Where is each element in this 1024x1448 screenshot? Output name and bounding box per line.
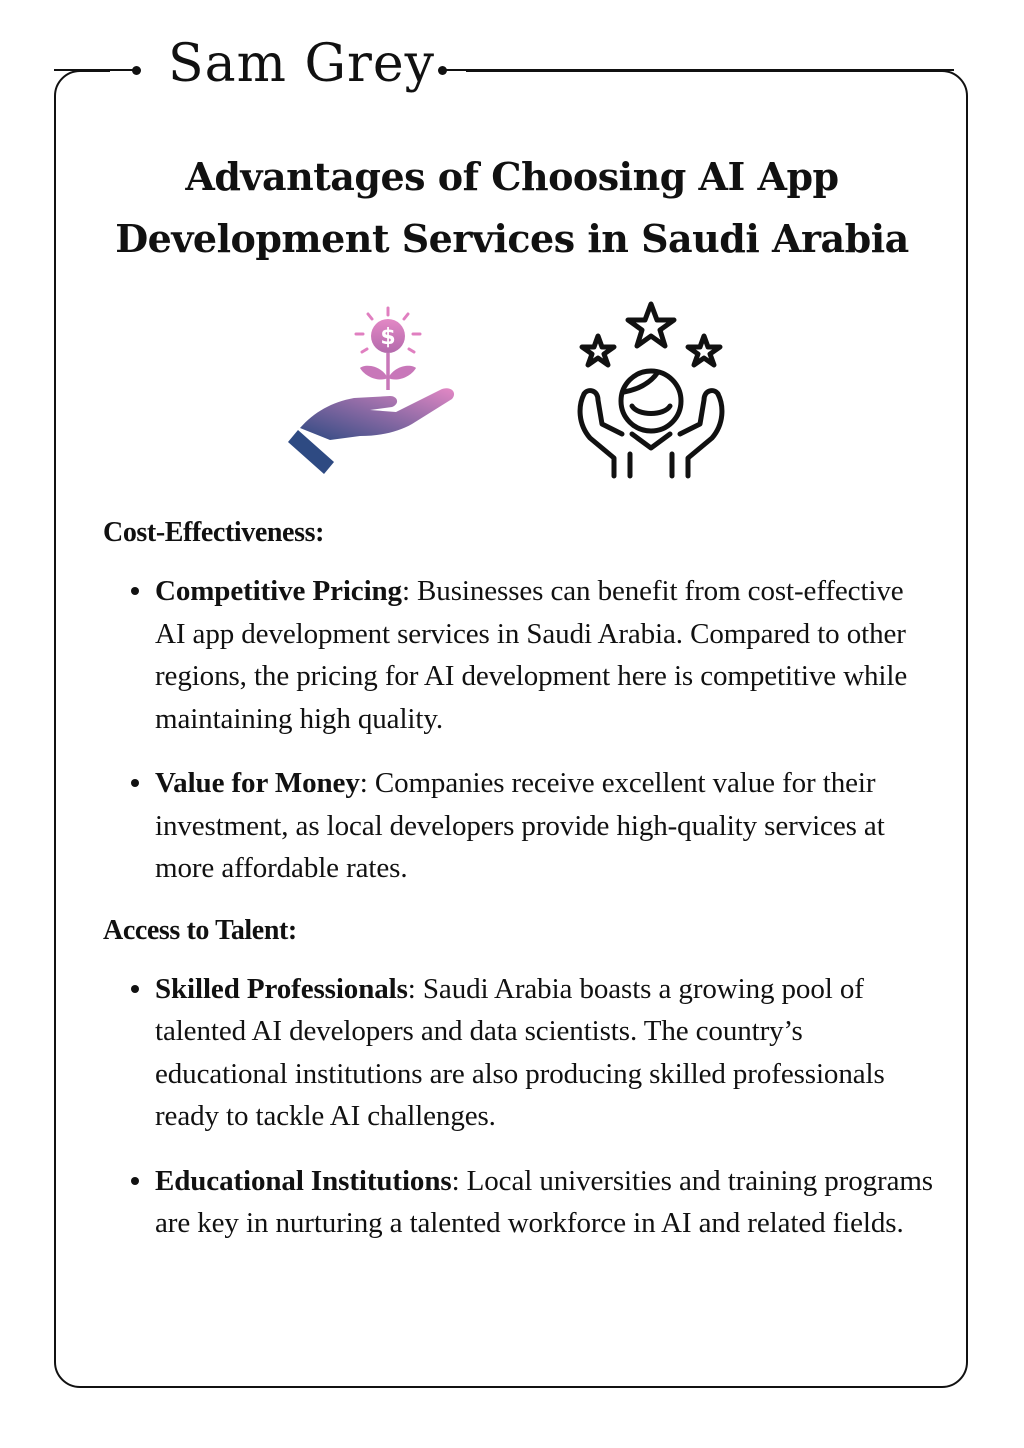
- svg-text:$: $: [380, 325, 396, 350]
- bullet: [131, 779, 139, 787]
- money-growth-hand-icon: [284, 306, 462, 478]
- page-title: Advantages of Choosing AI App Development Services in Saudi Arabia: [115, 154, 909, 261]
- item-term: Educational Institutions: [155, 1164, 452, 1197]
- header-line-right: [442, 69, 954, 72]
- list-item: [103, 570, 933, 740]
- talent-list: [103, 968, 933, 1245]
- list-item: [103, 1160, 933, 1245]
- cost-list: [103, 570, 933, 890]
- header-dot-left: [132, 66, 141, 75]
- header-line-left: [54, 69, 134, 72]
- list-item: [103, 762, 933, 890]
- item-text: : Companies receive excellent value for their investment, as local developers provide high-quality services at more affordable rates.: [155, 767, 885, 884]
- content: [103, 514, 933, 1267]
- list-item: [103, 968, 933, 1138]
- bullet: [131, 587, 139, 595]
- item-term: Value for Money: [155, 767, 360, 799]
- item-text: : Businesses can benefit from cost-effective AI app development services in Saudi Arabia. Compared to other regions, the pricing for AI development here is competitive while maintaining high quality.: [155, 575, 908, 735]
- brand-name: Sam Grey: [168, 34, 436, 94]
- item-text: : Local universities and training programs are key in nurturing a talented workforce in AI and related fields.: [155, 1164, 933, 1239]
- item-text: : Saudi Arabia boasts a growing pool of talented AI developers and data scientists. The country’s educational institutions are also producing skilled professionals ready to tackle AI challenges.: [155, 972, 885, 1132]
- bullet: [131, 1177, 139, 1185]
- section-heading-cost: Cost-Effectiveness:: [103, 517, 324, 548]
- section-heading-talent: Access to Talent:: [103, 914, 297, 946]
- item-term: Competitive Pricing: [155, 575, 402, 607]
- bullet: [131, 985, 139, 993]
- item-term: Skilled Professionals: [155, 972, 408, 1005]
- winner-stars-icon: [572, 298, 730, 482]
